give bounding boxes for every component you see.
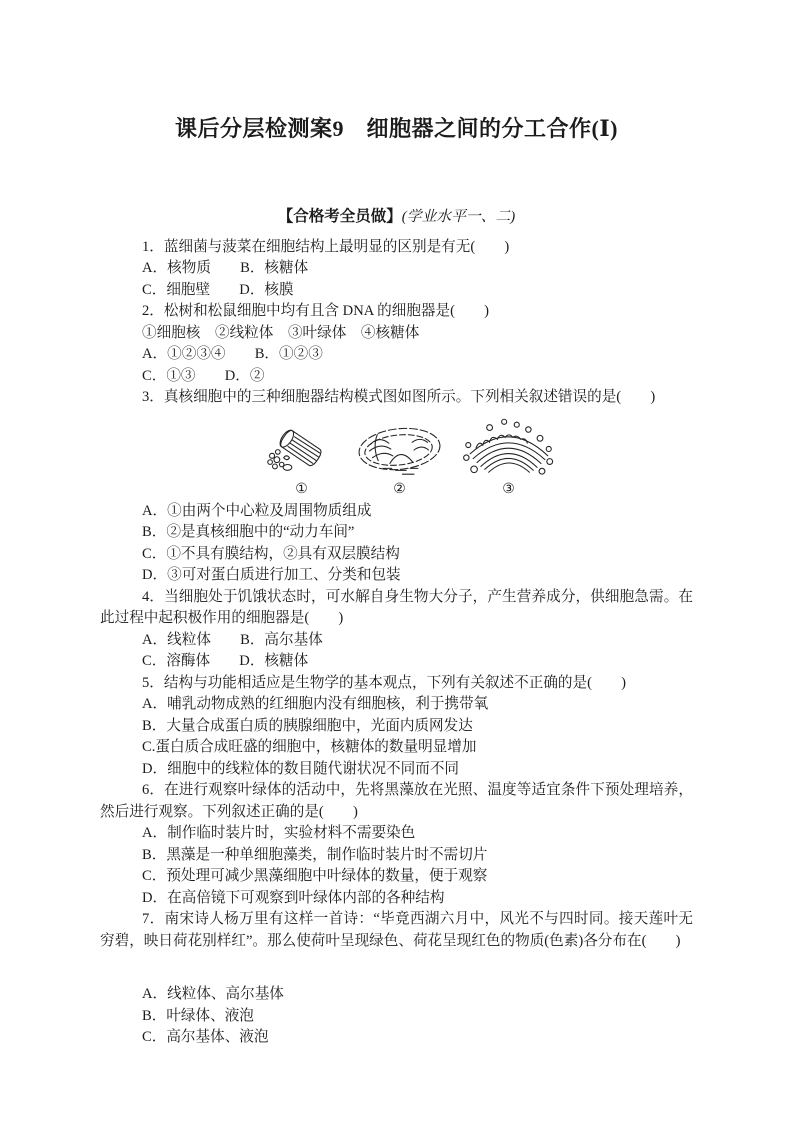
- q3-stem: 3．真核细胞中的三种细胞器结构模式图如图所示。下列相关叙述错误的是( ): [142, 389, 656, 405]
- q1-options-cd: C．细胞壁 D．核膜: [142, 281, 294, 298]
- q5-stem: 5．结构与功能相适应是生物学的基本观点，下列有关叙述不正确的是( ): [142, 674, 627, 691]
- q3-figure-item-mitochondrion: [354, 421, 446, 499]
- q3-option-c: C．①不具有膜结构，②具有双层膜结构: [142, 545, 400, 562]
- q5-option-a: A．哺乳动物成熟的红细胞内没有细胞核，利于携带氧: [142, 696, 489, 712]
- q2-stem: 2．松树和松鼠细胞中均有且含 DNA 的细胞器是( ): [142, 303, 490, 319]
- q4-options-ab: A．线粒体 B．高尔基体: [142, 631, 323, 648]
- q7-blank-space: [100, 952, 693, 984]
- section-header-bold: 【合格考全员做】: [277, 208, 402, 225]
- q7-option-a: A．线粒体、高尔基体: [142, 986, 284, 1002]
- q1-stem: 1．蓝细菌与菠菜在细胞结构上最明显的区别是有无( ): [142, 238, 510, 255]
- q6-option-a: A．制作临时装片时，实验材料不需要染色: [142, 825, 416, 841]
- q4-options-cd: C．溶酶体 D．核糖体: [142, 653, 309, 669]
- section-header: [100, 206, 693, 229]
- q7-option-c: C．高尔基体、液泡: [142, 1029, 269, 1045]
- q6-option-c: C．预处理可减少黑藻细胞中叶绿体的数量，便于观察: [142, 868, 488, 884]
- q5-option-d: D．细胞中的线粒体的数目随代谢状况不同而不同: [142, 760, 460, 777]
- q2-options-cd: C．①③ D．②: [142, 367, 265, 384]
- q3-figure-label-1: ①: [295, 481, 308, 497]
- q1-options-ab: A．核物质 B．核糖体: [142, 260, 309, 276]
- q2-numbered-items: ①细胞核 ②线粒体 ③叶绿体 ④核糖体: [142, 324, 420, 341]
- mitochondrion-diagram: [354, 421, 446, 479]
- q3-figure: [128, 415, 693, 499]
- q3-option-b: B．②是真核细胞中的“动力车间”: [142, 524, 355, 540]
- q3-figure-item-centriole: [264, 421, 340, 499]
- q3-figure-label-2: ②: [393, 481, 406, 497]
- q3-option-d: D．③可对蛋白质进行加工、分类和包装: [142, 567, 401, 583]
- q5-option-c: C.蛋白质合成旺盛的细胞中，核糖体的数量明显增加: [142, 739, 477, 755]
- q3-option-a: A．①由两个中心粒及周围物质组成: [142, 502, 372, 519]
- page-title: 课后分层检测案9 细胞器之间的分工合作(Ⅰ): [175, 116, 618, 141]
- q7-option-b: B．叶绿体、液泡: [142, 1007, 254, 1024]
- q3-figure-label-3: ③: [502, 481, 515, 497]
- section-header-note: (学业水平一、二): [401, 209, 516, 225]
- q3-figure-item-golgi: [460, 415, 558, 499]
- q4-stem: 4．当细胞处于饥饿状态时，可水解自身生物大分子，产生营养成分，供细胞急需。在此过程中起积极作用的细胞器是( ): [100, 588, 693, 626]
- q6-stem: 6．在进行观察叶绿体的活动中，先将黑藻放在光照、温度等适宜条件下预处理培养，然后进行观察。下列叙述正确的是( ): [100, 782, 693, 820]
- golgi-apparatus-diagram: [460, 415, 558, 479]
- q7-stem: 7．南宋诗人杨万里有这样一首诗：“毕竟西湖六月中，风光不与四时同。接天莲叶无穷碧，映日荷花别样红”。那么使荷叶呈现绿色、荷花呈现红色的物质(色素)各分布在( ): [100, 911, 693, 949]
- q5-option-b: B．大量合成蛋白质的胰腺细胞中，光面内质网发达: [142, 717, 473, 734]
- centriole-diagram: [264, 421, 340, 479]
- q6-option-d: D．在高倍镜下可观察到叶绿体内部的各种结构: [142, 889, 445, 906]
- q6-option-b: B．黑藻是一种单细胞藻类，制作临时装片时不需切片: [142, 846, 488, 863]
- q2-options-ab: A．①②③④ B．①②③: [142, 346, 323, 362]
